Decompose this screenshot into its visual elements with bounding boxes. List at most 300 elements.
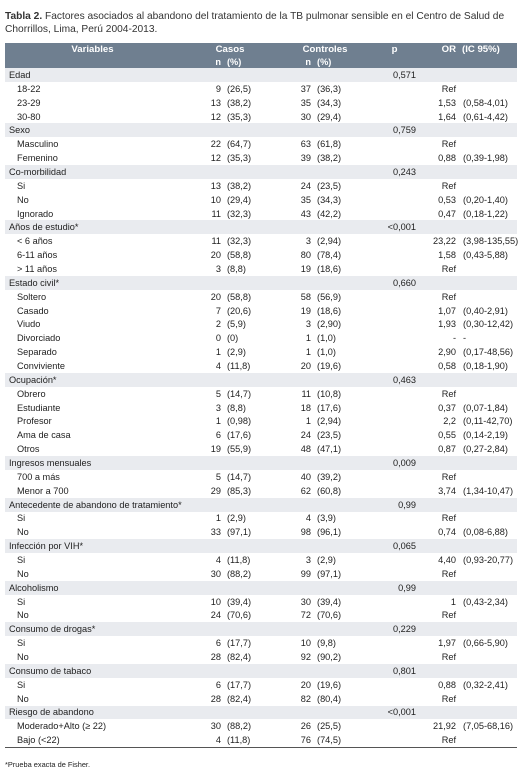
- group-row: [5, 539, 517, 553]
- table-row: [5, 733, 517, 747]
- cell-controles-pct: (60,8): [317, 485, 342, 496]
- cell-controles-pct: (38,2): [317, 153, 342, 164]
- cell-p-value: [370, 110, 419, 124]
- cell-p-value: 0,229: [370, 622, 419, 636]
- cell-variable: No: [17, 568, 29, 579]
- cell-casos-n: [180, 123, 224, 137]
- cell-variable: Viudo: [17, 319, 41, 330]
- cell-odds-ratio: 3,74: [438, 485, 457, 496]
- cell-casos-n: 1: [215, 513, 221, 524]
- table-row: [5, 304, 517, 318]
- cell-casos-pct: (17,7): [227, 679, 252, 690]
- cell-controles-pct: [314, 165, 370, 179]
- cell-casos-n: [180, 622, 224, 636]
- cell-odds-ratio: 0,87: [438, 444, 457, 455]
- header-casos-n: n: [180, 56, 224, 68]
- cell-p-value: [370, 636, 419, 650]
- cell-casos-n: 12: [210, 111, 221, 122]
- cell-confidence-interval: (0,08-6,88): [463, 527, 508, 538]
- cell-odds-ratio: Ref: [441, 513, 457, 524]
- table-row: [5, 442, 517, 456]
- cell-casos-n: 0: [215, 333, 221, 344]
- table-row: [5, 595, 517, 609]
- cell-confidence-interval: (1,34-10,47): [463, 485, 514, 496]
- cell-odds-ratio: 21,92: [433, 721, 457, 732]
- cell-controles-n: 98: [300, 527, 312, 538]
- cell-confidence-interval: (0,30-12,42): [463, 319, 514, 330]
- group-row: [5, 622, 517, 636]
- cell-variable: Ignorado: [17, 208, 54, 219]
- cell-controles-pct: (36,3): [317, 83, 342, 94]
- group-row: [5, 68, 517, 82]
- header-row-main: [5, 43, 517, 56]
- cell-controles-n: 35: [300, 194, 312, 205]
- cell-odds-ratio: [419, 539, 459, 553]
- cell-casos-n: 20: [210, 291, 221, 302]
- table-row: [5, 234, 517, 248]
- cell-controles-n: 92: [300, 652, 312, 663]
- table-row: [5, 262, 517, 276]
- header-casos-pct: (%): [224, 56, 280, 68]
- cell-controles-pct: (2,94): [317, 236, 342, 247]
- cell-casos-n: [180, 68, 224, 82]
- cell-p-value: [370, 304, 419, 318]
- cell-casos-n: 3: [215, 263, 221, 274]
- cell-controles-pct: (1,0): [317, 347, 336, 358]
- cell-casos-n: 7: [215, 305, 221, 316]
- cell-p-value: [370, 414, 419, 428]
- cell-confidence-interval: [459, 456, 517, 470]
- cell-variable: 23-29: [17, 97, 41, 108]
- cell-variable: Masculino: [17, 139, 59, 150]
- cell-controles-pct: [314, 123, 370, 137]
- cell-controles-n: 63: [300, 139, 312, 150]
- cell-p-value: [370, 692, 419, 706]
- cell-controles-n: 4: [305, 513, 312, 524]
- cell-odds-ratio: 0,47: [438, 208, 457, 219]
- cell-casos-pct: (38,2): [227, 180, 252, 191]
- cell-variable: Menor a 700: [17, 485, 69, 496]
- cell-confidence-interval: [459, 262, 517, 276]
- cell-casos-n: 11: [211, 208, 221, 219]
- cell-casos-n: [180, 706, 224, 720]
- cell-p-value: 0,99: [370, 498, 419, 512]
- cell-casos-pct: (82,4): [227, 693, 252, 704]
- cell-controles-n: [280, 373, 314, 387]
- cell-controles-n: 3: [305, 236, 312, 247]
- cell-casos-pct: (35,3): [227, 111, 252, 122]
- cell-p-value: [370, 387, 419, 401]
- table-row: [5, 719, 517, 733]
- cell-confidence-interval: [459, 706, 517, 720]
- cell-controles-n: 10: [300, 638, 312, 649]
- cell-controles-n: 18: [300, 402, 312, 413]
- cell-casos-n: 13: [210, 180, 221, 191]
- header-controles-pct: (%): [314, 56, 370, 68]
- cell-controles-pct: (96,1): [317, 527, 342, 538]
- cell-casos-pct: [224, 581, 280, 595]
- cell-controles-pct: (2,9): [317, 555, 336, 565]
- cell-casos-pct: [224, 276, 280, 290]
- table-row: [5, 137, 517, 151]
- cell-controles-n: [280, 68, 314, 82]
- caption-label: Tabla 2.: [5, 11, 43, 22]
- cell-controles-pct: (18,6): [317, 263, 342, 274]
- cell-p-value: 0,99: [370, 581, 419, 595]
- table-row: [5, 470, 517, 484]
- cell-controles-pct: (29,4): [317, 111, 342, 122]
- cell-casos-pct: (58,8): [227, 291, 252, 302]
- header-sub-empty: [5, 56, 180, 68]
- cell-controles-n: 26: [300, 721, 312, 732]
- cell-controles-n: 19: [300, 263, 312, 274]
- cell-odds-ratio: 4,40: [438, 555, 457, 565]
- table-row: [5, 248, 517, 262]
- cell-variable: Soltero: [17, 291, 47, 302]
- cell-variable: No: [17, 527, 29, 538]
- cell-casos-n: [180, 539, 224, 553]
- cell-variable: Conviviente: [17, 360, 66, 371]
- cell-controles-pct: [314, 539, 370, 553]
- cell-controles-pct: (23,5): [317, 180, 342, 191]
- cell-controles-pct: [314, 456, 370, 470]
- cell-controles-n: [280, 456, 314, 470]
- cell-p-value: [370, 317, 419, 331]
- cell-p-value: 0,463: [370, 373, 419, 387]
- header-controles: Controles: [280, 43, 370, 56]
- cell-variable: Estudiante: [17, 402, 61, 413]
- cell-p-value: [370, 345, 419, 359]
- cell-variable: 18-22: [17, 83, 41, 94]
- cell-variable: Consumo de tabaco: [5, 664, 180, 678]
- cell-casos-pct: (17,7): [227, 638, 252, 649]
- cell-casos-pct: (8,8): [227, 263, 246, 274]
- cell-casos-pct: (17,6): [227, 430, 252, 441]
- cell-controles-n: [280, 539, 314, 553]
- cell-controles-n: [280, 581, 314, 595]
- cell-odds-ratio: Ref: [441, 291, 457, 302]
- cell-p-value: [370, 96, 419, 110]
- cell-casos-n: [180, 220, 224, 234]
- cell-controles-pct: [314, 581, 370, 595]
- cell-variable: Ocupación*: [5, 373, 180, 387]
- cell-confidence-interval: [459, 581, 517, 595]
- cell-controles-pct: (80,4): [317, 693, 342, 704]
- cell-casos-n: [180, 373, 224, 387]
- cell-casos-pct: (88,2): [227, 721, 252, 732]
- cell-variable: Sexo: [5, 123, 180, 137]
- cell-controles-n: 35: [300, 97, 312, 108]
- cell-controles-pct: [314, 622, 370, 636]
- cell-variable: > 11 años: [17, 263, 57, 274]
- cell-casos-n: 5: [215, 388, 221, 399]
- cell-confidence-interval: (0,61-4,42): [463, 111, 508, 122]
- cell-controles-pct: (39,2): [317, 471, 342, 482]
- cell-odds-ratio: [419, 622, 459, 636]
- table-row: [5, 110, 517, 124]
- cell-confidence-interval: (7,05-68,16): [463, 721, 514, 732]
- cell-variable: 6-11 años: [17, 250, 58, 261]
- cell-variable: Si: [17, 180, 26, 191]
- cell-odds-ratio: Ref: [441, 652, 457, 663]
- table-row: [5, 345, 517, 359]
- cell-odds-ratio: 0,55: [438, 430, 457, 441]
- cell-controles-n: 82: [300, 693, 312, 704]
- cell-confidence-interval: (0,18-1,90): [463, 360, 508, 371]
- cell-casos-pct: [224, 456, 280, 470]
- cell-controles-n: 58: [300, 291, 312, 302]
- cell-controles-n: [280, 123, 314, 137]
- cell-odds-ratio: [419, 498, 459, 512]
- cell-confidence-interval: (0,07-1,84): [463, 402, 508, 413]
- cell-variable: No: [17, 693, 29, 704]
- cell-controles-n: 1: [305, 416, 312, 427]
- cell-casos-pct: [224, 539, 280, 553]
- cell-controles-n: 30: [300, 111, 312, 122]
- table-body: [5, 68, 517, 748]
- cell-confidence-interval: (0,14-2,19): [463, 430, 508, 441]
- cell-controles-pct: (34,3): [317, 194, 342, 205]
- group-row: [5, 123, 517, 137]
- group-row: [5, 220, 517, 234]
- group-row: [5, 456, 517, 470]
- cell-casos-pct: (39,4): [227, 596, 252, 607]
- cell-controles-n: 62: [300, 485, 312, 496]
- cell-p-value: [370, 234, 419, 248]
- cell-variable: Ingresos mensuales: [5, 456, 180, 470]
- cell-casos-pct: (55,9): [227, 444, 252, 455]
- cell-odds-ratio: [419, 68, 459, 82]
- cell-controles-pct: (2,90): [317, 319, 342, 330]
- cell-odds-ratio: [419, 373, 459, 387]
- table-row: [5, 525, 517, 539]
- cell-variable: Años de estudio*: [5, 220, 180, 234]
- cell-p-value: [370, 401, 419, 415]
- cell-casos-pct: [224, 123, 280, 137]
- cell-odds-ratio: [419, 165, 459, 179]
- footnote: *Prueba exacta de Fisher.: [5, 760, 91, 769]
- table-row: [5, 414, 517, 428]
- cell-controles-pct: (3,9): [317, 513, 336, 524]
- cell-casos-n: 1: [215, 416, 221, 427]
- cell-p-value: 0,065: [370, 539, 419, 553]
- cell-casos-pct: (70,6): [227, 610, 252, 621]
- cell-casos-pct: [224, 220, 280, 234]
- cell-confidence-interval: [459, 470, 517, 484]
- cell-p-value: [370, 553, 419, 567]
- cell-casos-pct: (38,2): [227, 97, 252, 108]
- cell-p-value: [370, 331, 419, 345]
- cell-variable: Divorciado: [17, 333, 61, 344]
- cell-casos-n: 6: [215, 430, 221, 441]
- cell-casos-n: 4: [215, 360, 221, 371]
- cell-p-value: [370, 248, 419, 262]
- cell-variable: 30-80: [17, 111, 41, 122]
- table-row: [5, 96, 517, 110]
- cell-casos-n: 1: [215, 347, 221, 358]
- table-row: [5, 290, 517, 304]
- group-row: [5, 165, 517, 179]
- cell-confidence-interval: [459, 137, 517, 151]
- table-row: [5, 331, 517, 345]
- cell-variable: Profesor: [17, 416, 52, 427]
- table-row: [5, 151, 517, 165]
- cell-p-value: <0,001: [370, 706, 419, 720]
- cell-variable: Estado civil*: [5, 276, 180, 290]
- cell-controles-pct: (34,3): [317, 97, 342, 108]
- caption-text: Factores asociados al abandono del tratamiento de la TB pulmonar sensible en el Centro de Salud de Chorrillos, Lima, Perú 2004-2013.: [5, 11, 505, 35]
- cell-variable: No: [17, 652, 29, 663]
- cell-controles-pct: (23,5): [317, 430, 342, 441]
- cell-odds-ratio: [419, 706, 459, 720]
- cell-controles-n: [280, 664, 314, 678]
- cell-p-value: [370, 137, 419, 151]
- cell-variable: Si: [17, 555, 26, 565]
- table-row: [5, 609, 517, 623]
- cell-confidence-interval: (0,93-20,77): [463, 555, 514, 565]
- cell-p-value: [370, 484, 419, 498]
- cell-controles-n: 3: [305, 319, 312, 330]
- cell-p-value: [370, 193, 419, 207]
- cell-p-value: [370, 262, 419, 276]
- cell-casos-pct: (20,6): [227, 305, 252, 316]
- cell-casos-n: 10: [210, 596, 221, 607]
- cell-casos-pct: (0): [227, 333, 239, 344]
- cell-casos-n: 9: [215, 83, 221, 94]
- cell-confidence-interval: [459, 165, 517, 179]
- cell-confidence-interval: [459, 609, 517, 623]
- cell-casos-n: 6: [215, 679, 221, 690]
- cell-casos-n: 4: [215, 555, 221, 565]
- cell-p-value: [370, 179, 419, 193]
- cell-controles-pct: (25,5): [317, 721, 342, 732]
- cell-controles-pct: (9,8): [317, 638, 336, 649]
- cell-p-value: [370, 650, 419, 664]
- cell-odds-ratio: [419, 664, 459, 678]
- cell-p-value: 0,009: [370, 456, 419, 470]
- cell-variable: Otros: [17, 444, 40, 455]
- cell-confidence-interval: (0,27-2,84): [463, 444, 508, 455]
- cell-casos-pct: (11,8): [227, 360, 251, 371]
- cell-odds-ratio: Ref: [441, 610, 457, 621]
- cell-casos-pct: (14,7): [227, 471, 252, 482]
- cell-odds-ratio: 0,88: [438, 153, 457, 164]
- table-caption: [5, 10, 517, 36]
- table-header: [5, 43, 517, 68]
- cell-odds-ratio: Ref: [441, 180, 457, 191]
- cell-p-value: [370, 207, 419, 221]
- cell-casos-pct: (8,8): [227, 402, 246, 413]
- cell-casos-pct: (82,4): [227, 652, 252, 663]
- cell-p-value: [370, 567, 419, 581]
- cell-odds-ratio: [419, 276, 459, 290]
- cell-confidence-interval: (0,66-5,90): [463, 638, 508, 649]
- cell-controles-pct: [314, 373, 370, 387]
- cell-confidence-interval: [459, 68, 517, 82]
- cell-confidence-interval: (0,18-1,22): [463, 208, 508, 219]
- group-row: [5, 498, 517, 512]
- table-row: [5, 82, 517, 96]
- cell-p-value: 0,571: [370, 68, 419, 82]
- cell-confidence-interval: [459, 539, 517, 553]
- cell-variable: Casado: [17, 305, 49, 316]
- cell-controles-n: 1: [305, 347, 312, 358]
- cell-variable: Consumo de drogas*: [5, 622, 180, 636]
- cell-casos-n: [180, 456, 224, 470]
- cell-confidence-interval: (0,11-42,70): [463, 416, 513, 427]
- cell-p-value: 0,801: [370, 664, 419, 678]
- cell-confidence-interval: (0,39-1,98): [463, 153, 508, 164]
- cell-controles-pct: (39,4): [317, 596, 342, 607]
- cell-controles-n: [280, 622, 314, 636]
- cell-casos-n: 30: [210, 721, 221, 732]
- cell-variable: Si: [17, 596, 26, 607]
- table-row: [5, 317, 517, 331]
- cell-confidence-interval: (0,43-2,34): [463, 596, 508, 607]
- group-row: [5, 373, 517, 387]
- cell-controles-pct: (56,9): [317, 291, 342, 302]
- cell-odds-ratio: 0,37: [438, 402, 457, 413]
- header-row-sub: [5, 56, 517, 68]
- cell-odds-ratio: 1,58: [438, 250, 457, 261]
- cell-controles-pct: (61,8): [317, 139, 342, 150]
- table-row: [5, 678, 517, 692]
- cell-casos-n: 22: [210, 139, 221, 150]
- cell-odds-ratio: -: [452, 333, 457, 344]
- cell-casos-n: 5: [215, 471, 221, 482]
- table-row: [5, 636, 517, 650]
- table-row: [5, 193, 517, 207]
- cell-casos-n: 6: [215, 638, 221, 649]
- cell-casos-pct: (97,1): [227, 527, 252, 538]
- cell-casos-pct: [224, 498, 280, 512]
- table-row: [5, 650, 517, 664]
- cell-casos-pct: (35,3): [227, 153, 252, 164]
- cell-casos-n: 12: [210, 153, 221, 164]
- cell-controles-n: 24: [300, 180, 312, 191]
- cell-variable: Antecedente de abandono de tratamiento*: [5, 498, 180, 512]
- cell-confidence-interval: -: [463, 333, 467, 344]
- cell-p-value: [370, 512, 419, 526]
- cell-odds-ratio: Ref: [441, 693, 457, 704]
- cell-casos-pct: (64,7): [227, 139, 252, 150]
- cell-p-value: [370, 733, 419, 747]
- cell-p-value: [370, 595, 419, 609]
- cell-casos-n: 2: [215, 319, 221, 330]
- cell-controles-pct: [314, 664, 370, 678]
- cell-variable: Obrero: [17, 388, 46, 399]
- cell-variable: Co-morbilidad: [5, 165, 180, 179]
- cell-confidence-interval: [459, 733, 517, 747]
- header-casos: Casos: [180, 43, 280, 56]
- cell-casos-n: [180, 498, 224, 512]
- cell-confidence-interval: [459, 276, 517, 290]
- cell-casos-pct: (32,3): [227, 208, 252, 219]
- cell-confidence-interval: [459, 692, 517, 706]
- cell-variable: Alcoholismo: [5, 581, 180, 595]
- header-p: p: [370, 43, 419, 56]
- cell-controles-n: 72: [300, 610, 312, 621]
- cell-controles-pct: (47,1): [317, 444, 342, 455]
- cell-controles-pct: (78,4): [317, 250, 342, 261]
- cell-casos-n: 4: [180, 733, 224, 747]
- cell-casos-pct: [224, 68, 280, 82]
- cell-controles-pct: (2,94): [317, 416, 342, 427]
- cell-casos-pct: (88,2): [227, 568, 252, 579]
- cell-confidence-interval: (0,20-1,40): [463, 194, 508, 205]
- cell-controles-n: [280, 706, 314, 720]
- cell-casos-pct: (11,8): [224, 733, 280, 747]
